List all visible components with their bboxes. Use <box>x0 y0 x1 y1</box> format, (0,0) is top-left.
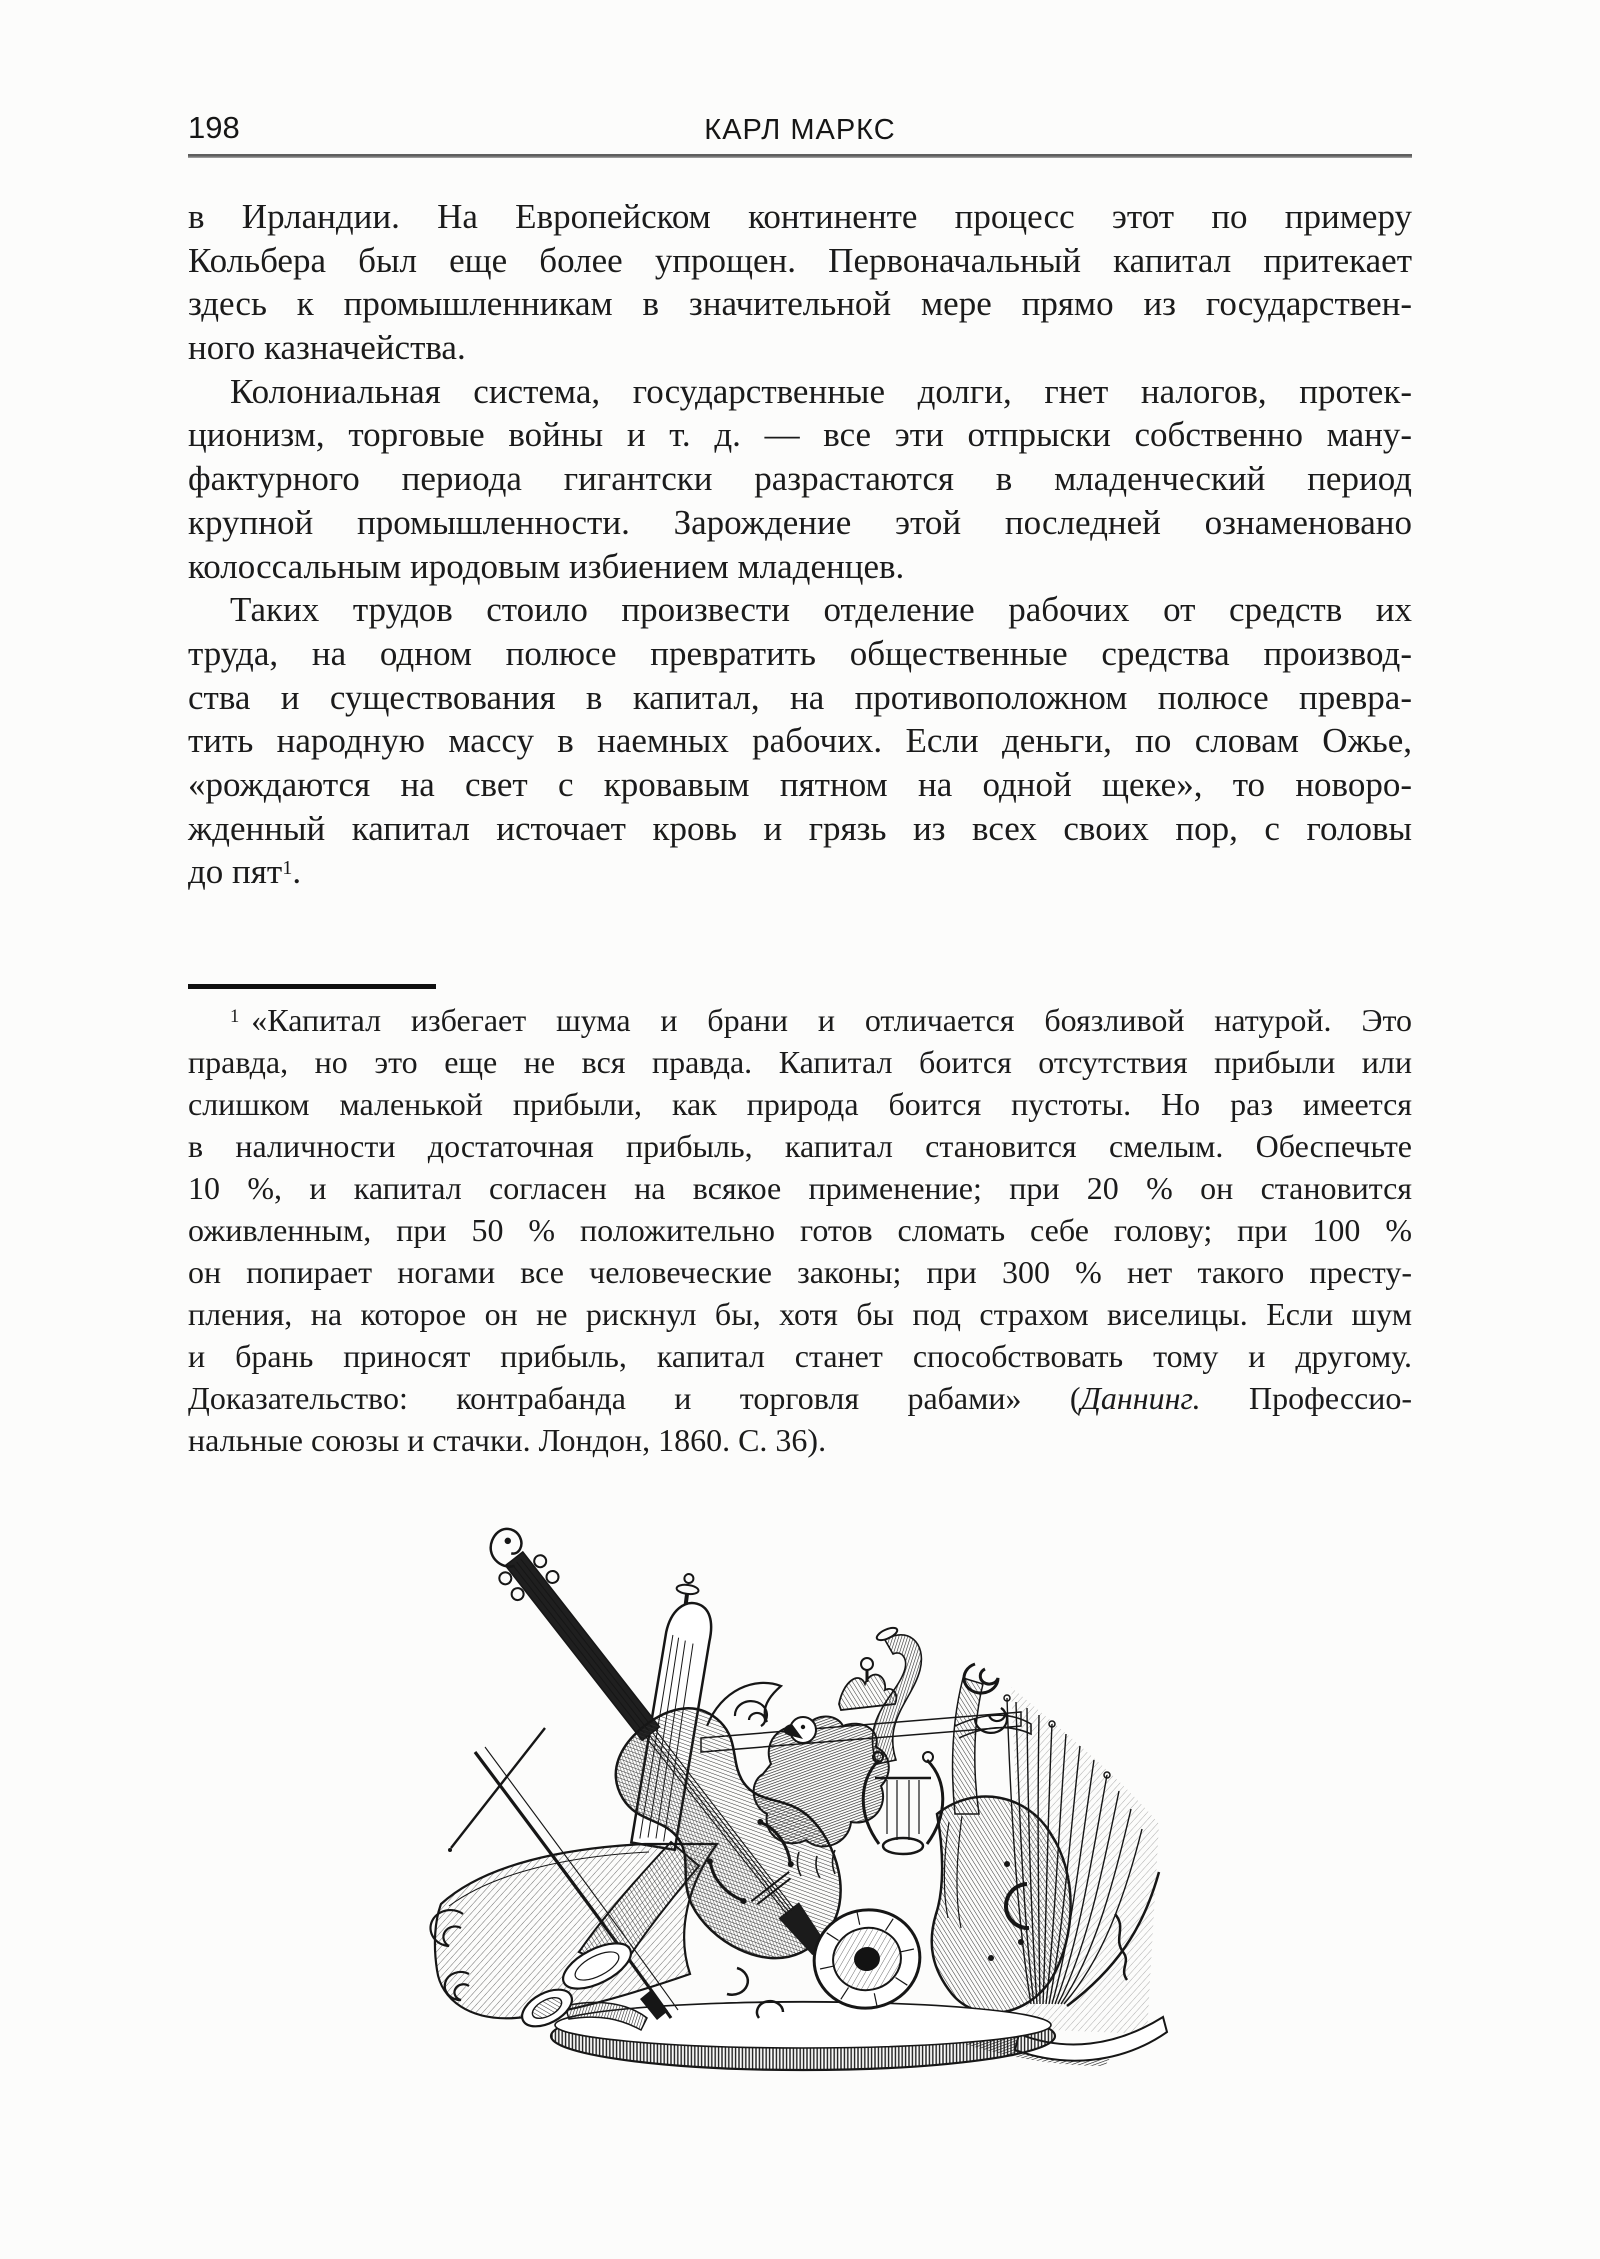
text-fragment: . <box>292 852 302 892</box>
footnote-line <box>188 1377 1412 1419</box>
text-line: колоссальным иродовым избиением младенцев. <box>188 546 905 586</box>
running-title: КАРЛ МАРКС <box>704 114 896 146</box>
footnote <box>188 999 1412 1461</box>
text-line: «рождаются на свет с кровавым пятном на одной щеке», то новоро- <box>188 764 1412 804</box>
header-rule <box>188 154 1412 158</box>
c-scroll-ornament <box>727 1968 748 1995</box>
footnote-line: правда, но это еще не вся правда. Капитал боится отсутствия прибыли или <box>188 1044 1412 1080</box>
text-line: ства и существования в капитал, на противоположном полюсе превра- <box>188 677 1412 717</box>
text-line: в Ирландии. На Европейском континенте процесс этот по примеру <box>188 197 1412 236</box>
footnote-line: он попирает ногами все человеческие законы; при 300 % нет такого престу- <box>188 1254 1412 1290</box>
text-fragment: «Капитал избегает шума и брани и отличается боязливой натурой. Это <box>251 1002 1412 1038</box>
page-number: 198 <box>188 110 240 145</box>
footnote-line: нальные союзы и стачки. Лондон, 1860. С. 36). <box>188 1422 827 1458</box>
text-line: жденный капитал источает кровь и грязь из всех своих пор, с головы <box>188 808 1412 848</box>
text-fragment: Профессио- <box>1200 1380 1413 1416</box>
footnote-marker: 1 <box>230 1006 240 1028</box>
text-fragment: Доказательство: контрабанда и торговля рабами» ( <box>188 1380 1081 1416</box>
text-line: Кольбера был еще более упрощен. Первоначальный капитал притекает <box>188 240 1412 280</box>
text-line: фактурного периода гигантски разрастаются в младенческий период <box>188 459 1412 499</box>
text-line: ционизм, торговые войны и т. д. — все эти отпрыски собственно ману- <box>188 415 1412 455</box>
conductor-baton <box>448 1728 545 1852</box>
text-line <box>188 850 1412 894</box>
footnote-line: пления, на которое он не рискнул бы, хотя бы под страхом виселицы. Если шум <box>188 1296 1412 1332</box>
violin-engraving-illustration <box>415 1512 1175 2077</box>
text-line: Колониальная система, государственные долги, гнет налогов, протек- <box>230 371 1412 411</box>
text-line: труда, на одном полюсе превратить общественные средства производ- <box>188 633 1412 673</box>
footnote-reference: 1 <box>282 856 293 879</box>
text-line: ного казначейства. <box>188 328 466 368</box>
text-fragment: до пят <box>188 852 283 892</box>
footnote-line: слишком маленькой прибыли, как природа боится пустоты. Но раз имеется <box>188 1086 1412 1122</box>
text-line: здесь к промышленникам в значительной мере прямо из государствен- <box>188 284 1412 324</box>
footnote-line <box>188 999 1412 1041</box>
body-text <box>188 195 1412 894</box>
footnote-line: и брань приносят прибыль, капитал станет способствовать тому и другому. <box>188 1338 1412 1374</box>
footnote-line: в наличности достаточная прибыль, капитал становится смелым. Обеспечьте <box>188 1128 1412 1164</box>
text-line: Таких трудов стоило произвести отделение рабочих от средств их <box>230 590 1412 630</box>
footnote-separator <box>188 984 436 989</box>
text-line: тить народную массу в наемных рабочих. Если деньги, по словам Ожье, <box>188 721 1412 761</box>
footnote-line: 10 %, и капитал согласен на всякое применение; при 20 % он становится <box>188 1170 1412 1206</box>
footnote-line: оживленным, при 50 % положительно готов сломать себе голову; при 100 % <box>188 1212 1412 1248</box>
author-name-italic: Даннинг. <box>1080 1380 1201 1416</box>
text-line: крупной промышленности. Зарождение этой последней ознаменовано <box>188 502 1412 542</box>
